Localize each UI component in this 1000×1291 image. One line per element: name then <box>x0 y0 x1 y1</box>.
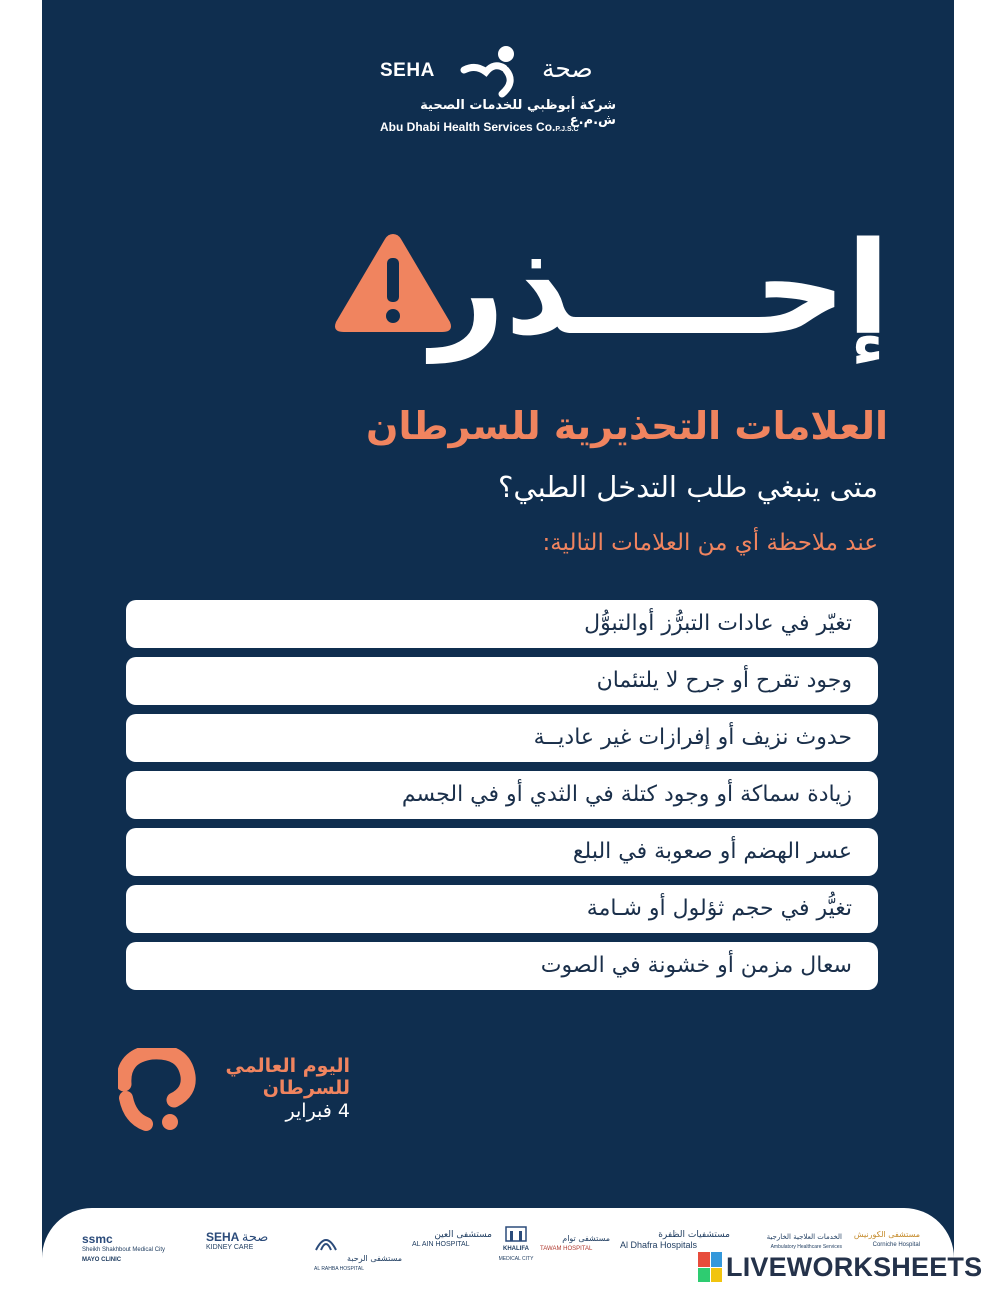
beware-title: إحــــذر <box>431 215 890 364</box>
world-cancer-day <box>200 1055 350 1123</box>
brand-ar: صحة <box>542 54 593 83</box>
sign-item: عسر الهضم أو صعوبة في البلع <box>126 828 878 876</box>
liveworksheets-watermark <box>698 1251 982 1283</box>
intro-text: عند ملاحظة أي من العلامات التالية: <box>542 530 878 556</box>
ssmc-logo: ssmc Sheikh Shakhbout Medical City MAYO CLINIC <box>82 1232 166 1263</box>
sign-item: حدوث نزيف أو إفرازات غير عاديــة <box>126 714 878 762</box>
world-cancer-day-line1: اليوم العالمي <box>225 1055 350 1077</box>
sign-item: وجود تقرح أو جرح لا يلتئمان <box>126 657 878 705</box>
seha-mark-icon <box>460 42 524 100</box>
al-dhafra-hospitals-logo: مستشفيات الظفرة Al Dhafra Hospitals <box>620 1230 730 1250</box>
al-rahba-icon <box>314 1230 338 1252</box>
world-cancer-day-date: 4 فبراير <box>285 1100 350 1122</box>
warning-triangle-icon <box>330 228 456 338</box>
al-ain-hospital-logo: مستشفى العين AL AIN HOSPITAL <box>412 1230 492 1248</box>
liveworksheets-badge-icon <box>698 1252 722 1282</box>
company-name-en: Abu Dhabi Health Services Co.P.J.S.C <box>380 120 579 134</box>
sign-item: تغيُّر في حجم ثؤلول أو شـامة <box>126 885 878 933</box>
tawam-hospital-logo: مستشفى توام TAWAM HOSPITAL <box>540 1234 610 1252</box>
brand-en: SEHA <box>380 60 435 81</box>
sign-item: تغيّر في عادات التبرُّز أوالتبوُّل <box>126 600 878 648</box>
ambulatory-healthcare-logo: الخدمات العلاجية الخارجية Ambulatory Healthcare Services <box>766 1233 842 1250</box>
khalifa-icon <box>505 1226 527 1242</box>
liveworksheets-label: LIVEWORKSHEETS <box>726 1251 983 1282</box>
world-cancer-day-line2: للسرطان <box>262 1077 350 1099</box>
seha-kidney-care-logo: SEHA صحة KIDNEY CARE <box>206 1230 269 1251</box>
al-rahba-logo: مستشفى الرحبة AL RAHBA HOSPITAL <box>314 1230 402 1274</box>
corniche-hospital-logo: مستشفى الكورنيش Corniche Hospital <box>853 1230 920 1248</box>
world-cancer-day-icon <box>118 1048 198 1132</box>
seha-logo <box>0 38 1000 148</box>
when-to-seek-help: متى ينبغي طلب التدخل الطبي؟ <box>498 470 878 504</box>
sign-item: زيادة سماكة أو وجود كتلة في الثدي أو في الجسم <box>126 771 878 819</box>
company-name-ar: شركة أبوظبي للخدمات الصحية ش.م.ع <box>420 98 616 128</box>
sign-item: سعال مزمن أو خشونة في الصوت <box>126 942 878 990</box>
khalifa-medical-city-logo: KHALIFA MEDICAL CITY <box>496 1226 536 1264</box>
warning-signs-heading: العلامات التحذيرية للسرطان <box>366 404 888 448</box>
